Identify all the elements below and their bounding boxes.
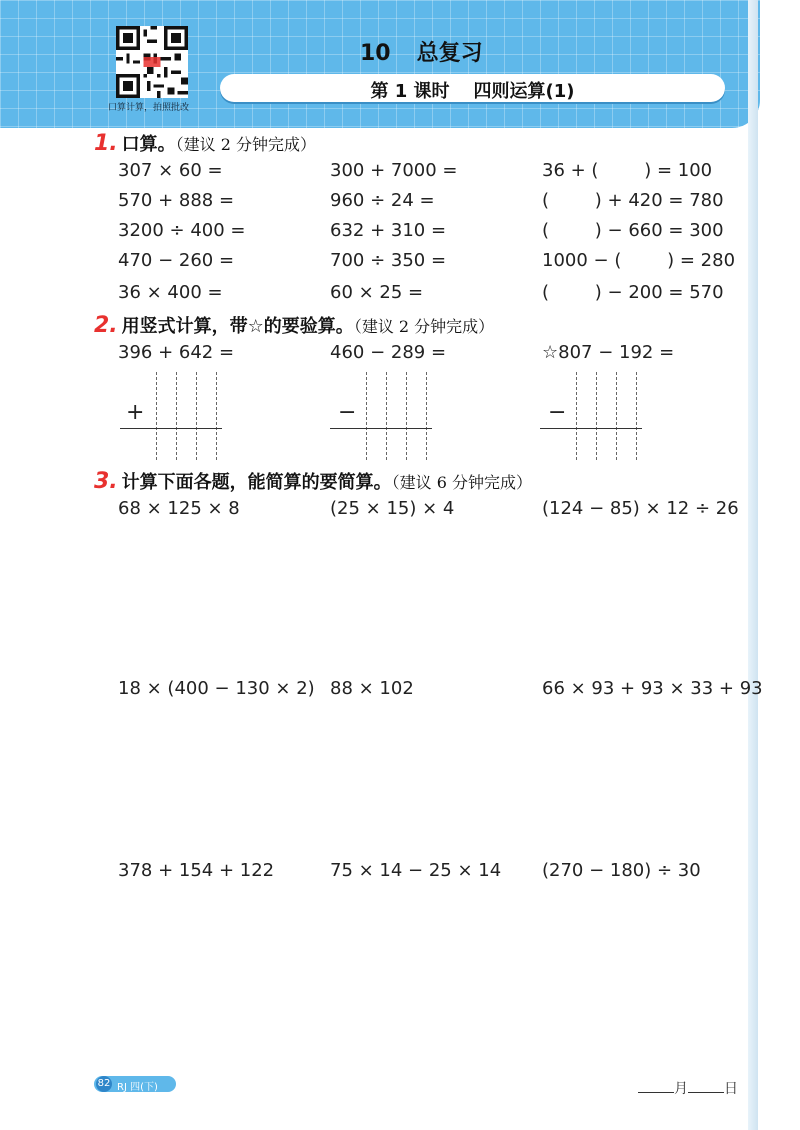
q1-item: 470 − 260 = bbox=[118, 250, 235, 271]
lesson-bar bbox=[220, 74, 725, 102]
q1-fill-item: ( ) + 420 = 780 bbox=[542, 190, 724, 211]
operator-sign: − bbox=[338, 400, 357, 425]
page-label: RJ 四(下) bbox=[117, 1082, 158, 1093]
q1-fill-item: 1000 − ( ) = 280 bbox=[542, 250, 736, 271]
lesson-title bbox=[220, 77, 725, 103]
q3-expression: 88 × 102 bbox=[330, 678, 414, 699]
q1-fill-item: ( ) − 200 = 570 bbox=[542, 282, 724, 303]
q2-problem: 460 − 289 = bbox=[330, 342, 447, 363]
q1-item: 700 ÷ 350 = bbox=[330, 250, 447, 271]
q2-heading bbox=[94, 312, 494, 338]
q3-expression: (25 × 15) × 4 bbox=[330, 498, 455, 519]
q1-heading bbox=[94, 130, 316, 156]
q3-note: （建议 6 分钟完成） bbox=[391, 473, 533, 492]
unit-number: 10 bbox=[360, 41, 391, 66]
q2-problem: 396 + 642 = bbox=[118, 342, 235, 363]
q3-expression: 68 × 125 × 8 bbox=[118, 498, 240, 519]
q2-title: 用竖式计算，带☆的要验算。 bbox=[121, 316, 354, 337]
page-edge bbox=[748, 0, 758, 1130]
q3-expression: 378 + 154 + 122 bbox=[118, 860, 275, 881]
date-field bbox=[638, 1078, 738, 1098]
qr-code-icon[interactable] bbox=[116, 26, 188, 98]
unit-name: 总复习 bbox=[416, 41, 483, 66]
q2-note: （建议 2 分钟完成） bbox=[353, 317, 495, 336]
q3-heading bbox=[94, 468, 532, 494]
lesson-number: 第 1 课时 bbox=[370, 81, 450, 102]
q3-number: 3. bbox=[94, 469, 118, 494]
q1-item: 570 + 888 = bbox=[118, 190, 235, 211]
page-number: 82 bbox=[96, 1076, 112, 1092]
q3-title: 计算下面各题，能简算的要简算。 bbox=[121, 472, 392, 493]
operator-sign: − bbox=[548, 400, 567, 425]
q3-expression: 75 × 14 − 25 × 14 bbox=[330, 860, 502, 881]
q1-item: 960 ÷ 24 = bbox=[330, 190, 435, 211]
q3-expression: (270 − 180) ÷ 30 bbox=[542, 860, 701, 881]
q1-fill-item: ( ) − 660 = 300 bbox=[542, 220, 724, 241]
unit-title bbox=[360, 36, 483, 67]
day-label: 日 bbox=[724, 1081, 738, 1097]
q3-expression: (124 − 85) × 12 ÷ 26 bbox=[542, 498, 739, 519]
q1-item: 632 + 310 = bbox=[330, 220, 447, 241]
operator-sign: + bbox=[126, 400, 145, 425]
q1-item: 3200 ÷ 400 = bbox=[118, 220, 246, 241]
q1-fill-item: 36 + ( ) = 100 bbox=[542, 160, 713, 181]
q1-item: 307 × 60 = bbox=[118, 160, 223, 181]
q1-title: 口算。 bbox=[121, 134, 176, 155]
qr-caption: 口算计算，拍照批改 bbox=[108, 103, 190, 113]
q3-expression: 66 × 93 + 93 × 33 + 93 bbox=[542, 678, 763, 699]
q1-item: 300 + 7000 = bbox=[330, 160, 458, 181]
q1-item: 60 × 25 = bbox=[330, 282, 424, 303]
q2-problem: ☆807 − 192 = bbox=[542, 342, 675, 363]
q3-expression: 18 × (400 − 130 × 2) bbox=[118, 678, 315, 699]
q1-note: （建议 2 分钟完成） bbox=[175, 135, 317, 154]
q1-number: 1. bbox=[94, 131, 118, 156]
q2-number: 2. bbox=[94, 313, 118, 338]
month-label: 月 bbox=[674, 1081, 688, 1097]
lesson-name: 四则运算(1) bbox=[473, 81, 575, 102]
q1-item: 36 × 400 = bbox=[118, 282, 223, 303]
